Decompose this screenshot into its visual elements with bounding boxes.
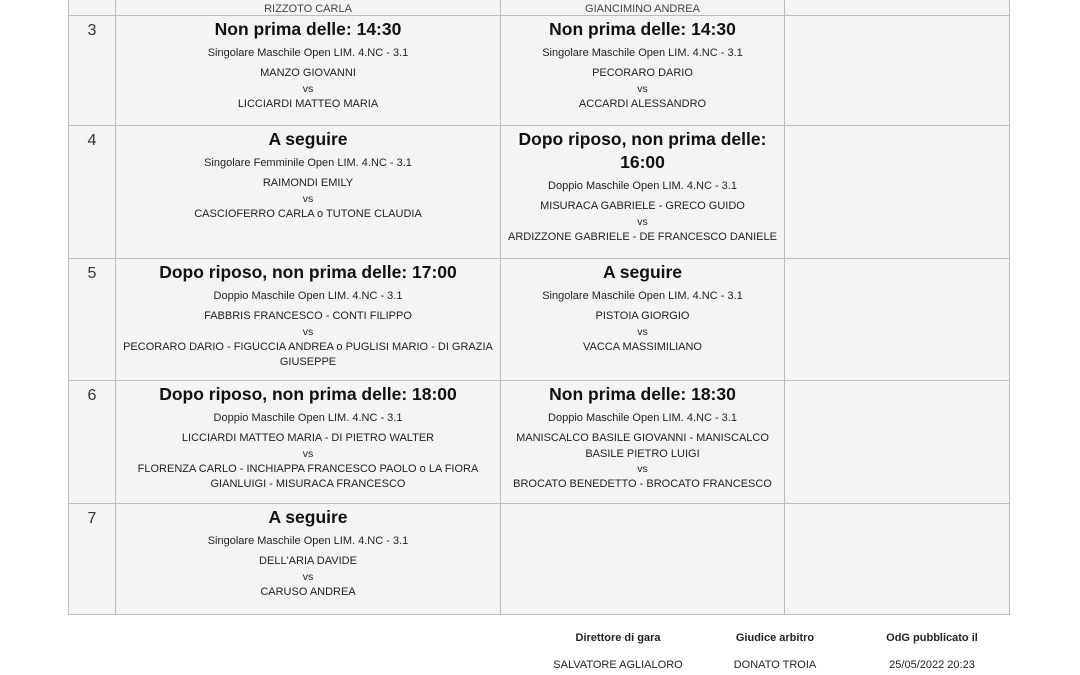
versus-label: vs xyxy=(302,82,314,95)
match-time: A seguire xyxy=(602,262,683,282)
match-category: Singolare Maschile Open LIM. 4.NC - 3.1 xyxy=(542,290,743,302)
match-time: Dopo riposo, non prima delle: 16:00 xyxy=(518,129,767,172)
match-time: Non prima delle: 14:30 xyxy=(214,19,402,39)
team-two: LICCIARDI MATTEO MARIA xyxy=(237,97,379,110)
row-number: 5 xyxy=(69,259,116,381)
match-cell xyxy=(501,126,785,259)
schedule-row xyxy=(69,16,1010,126)
match-time: Non prima delle: 18:30 xyxy=(549,384,736,404)
match-cell xyxy=(116,126,501,259)
empty-cell xyxy=(785,259,1010,381)
published-label: OdG pubblicato il xyxy=(886,632,978,644)
match-cell xyxy=(501,381,785,504)
match-category: Doppio Maschile Open LIM. 4.NC - 3.1 xyxy=(548,412,737,424)
schedule-row xyxy=(69,259,1010,381)
match-time: Non prima delle: 14:30 xyxy=(549,19,736,39)
published-date: 25/05/2022 20:23 xyxy=(889,659,975,671)
row-number: 7 xyxy=(69,504,116,615)
team-one: RAIMONDI EMILY xyxy=(262,177,354,189)
team-one: MISURACA GABRIELE - GRECO GUIDO xyxy=(540,200,745,212)
partial-match-cell xyxy=(501,0,785,16)
team-one: MANISCALCO BASILE GIOVANNI - MANISCALCO BASILE PIETRO LUIGI xyxy=(516,432,769,460)
round-number-empty xyxy=(69,0,116,16)
referee-name: DONATO TROIA xyxy=(733,659,817,671)
empty-cell xyxy=(785,504,1010,615)
team-one: FABBRIS FRANCESCO - CONTI FILIPPO xyxy=(204,310,412,322)
match-cell xyxy=(116,381,501,504)
team-two: FLORENZA CARLO - INCHIAPPA FRANCESCO PAOLO o LA FIORA GIANLUIGI - MISURACA FRANCESCO xyxy=(137,462,479,490)
versus-label: vs xyxy=(637,463,648,475)
partial-player: GIANCIMINO ANDREA xyxy=(585,3,700,15)
empty-cell xyxy=(785,126,1010,259)
row-number: 6 xyxy=(69,381,116,504)
team-two: ACCARDI ALESSANDRO xyxy=(578,97,707,110)
versus-label: vs xyxy=(302,447,314,460)
versus-label: vs xyxy=(302,192,314,205)
match-category: Doppio Maschile Open LIM. 4.NC - 3.1 xyxy=(548,180,737,192)
match-cell xyxy=(116,16,501,126)
match-cell xyxy=(116,504,501,615)
schedule-table xyxy=(68,0,1010,615)
empty-cell xyxy=(785,16,1010,126)
match-cell xyxy=(501,259,785,381)
versus-label: vs xyxy=(637,82,648,95)
team-two: VACCA MASSIMILIANO xyxy=(583,340,702,353)
match-category: Singolare Maschile Open LIM. 4.NC - 3.1 xyxy=(207,47,409,59)
partial-match-cell xyxy=(116,0,501,16)
team-one: MANZO GIOVANNI xyxy=(260,67,356,79)
partial-row xyxy=(69,0,1010,16)
row-number: 3 xyxy=(69,16,116,126)
versus-label: vs xyxy=(302,325,314,338)
team-one: DELL'ARIA DAVIDE xyxy=(259,555,357,567)
empty-cell xyxy=(785,0,1010,16)
partial-player: RIZZOTO CARLA xyxy=(264,3,352,15)
match-category: Doppio Maschile Open LIM. 4.NC - 3.1 xyxy=(213,412,403,424)
team-two: ARDIZZONE GABRIELE - DE FRANCESCO DANIELE xyxy=(508,230,777,243)
schedule-row xyxy=(69,126,1010,259)
match-category: Singolare Maschile Open LIM. 4.NC - 3.1 xyxy=(207,535,409,547)
referee-label: Giudice arbitro xyxy=(735,632,815,644)
director-label: Direttore di gara xyxy=(575,632,661,644)
empty-cell xyxy=(785,381,1010,504)
match-time: Dopo riposo, non prima delle: 17:00 xyxy=(159,262,457,282)
team-two: BROCATO BENEDETTO - BROCATO FRANCESCO xyxy=(513,478,772,490)
schedule-row xyxy=(69,504,1010,615)
match-time: Dopo riposo, non prima delle: 18:00 xyxy=(159,384,457,404)
match-category: Singolare Femminile Open LIM. 4.NC - 3.1 xyxy=(204,157,412,169)
empty-cell xyxy=(501,504,785,615)
team-two: PECORARO DARIO - FIGUCCIA ANDREA o PUGLISI MARIO - DI GRAZIA GIUSEPPE xyxy=(123,340,493,368)
versus-label: vs xyxy=(302,570,314,583)
row-number: 4 xyxy=(69,126,116,259)
team-one: LICCIARDI MATTEO MARIA - DI PIETRO WALTER xyxy=(181,432,435,444)
team-two: CARUSO ANDREA xyxy=(260,585,356,598)
team-one: PISTOIA GIORGIO xyxy=(595,310,690,322)
schedule-row xyxy=(69,381,1010,504)
team-one: PECORARO DARIO xyxy=(592,67,693,79)
match-cell xyxy=(116,259,501,381)
versus-label: vs xyxy=(637,325,648,338)
match-cell xyxy=(501,16,785,126)
team-two: CASCIOFERRO CARLA o TUTONE CLAUDIA xyxy=(194,207,422,220)
match-time: A seguire xyxy=(268,129,348,149)
match-category: Doppio Maschile Open LIM. 4.NC - 3.1 xyxy=(213,290,403,302)
director-name: SALVATORE AGLIALORO xyxy=(553,659,683,671)
match-category: Singolare Maschile Open LIM. 4.NC - 3.1 xyxy=(542,47,743,59)
match-time: A seguire xyxy=(268,507,348,527)
versus-label: vs xyxy=(637,215,648,228)
